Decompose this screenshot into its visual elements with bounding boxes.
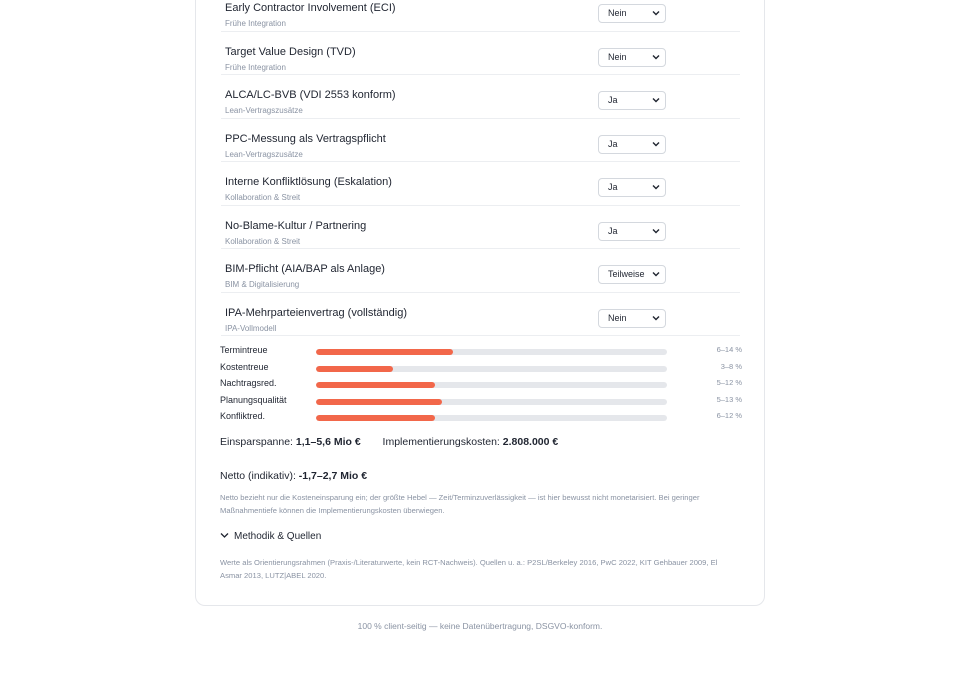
effect-bar-fill xyxy=(316,366,393,372)
measure-title: IPA-Mehrparteienvertrag (vollständig) xyxy=(225,306,407,319)
chevron-down-icon xyxy=(652,141,660,147)
measure-title: ALCA/LC-BVB (VDI 2553 konform) xyxy=(225,89,396,101)
measure-row xyxy=(221,249,740,293)
chevron-down-icon xyxy=(652,10,660,16)
netto-label: Netto (indikativ): xyxy=(220,470,296,482)
effect-bar-track xyxy=(316,382,667,388)
savings-value: 1,1–5,6 Mio € xyxy=(295,436,361,448)
savings-label: Einsparspanne: xyxy=(220,436,293,448)
chevron-down-icon xyxy=(652,184,660,190)
measure-title: Early Contractor Involvement (ECI) xyxy=(225,2,396,14)
effect-bar-row xyxy=(220,395,742,412)
effect-bar-label: Nachtragsred. xyxy=(220,378,277,388)
effect-bar-row xyxy=(220,345,742,362)
effect-bar-label: Konfliktred. xyxy=(220,411,266,421)
measure-title: PPC-Messung als Vertragspflicht xyxy=(225,132,386,145)
effect-bar-track xyxy=(316,366,667,372)
effect-bar-track xyxy=(316,349,667,355)
netto-note: Netto bezieht nur die Kosteneinsparung ein; der größte Hebel — Zeit/Terminzuverlässigkeit — ist hier bewusst nicht monetarisiert. Bei geringer Maßnahmentiefe können die Implementierungskosten überwiegen. xyxy=(220,493,700,515)
effect-bar-row xyxy=(220,411,742,428)
measure-select[interactable]: Ja xyxy=(598,222,666,241)
chevron-down-icon xyxy=(652,271,660,277)
effect-bar-label: Termintreue xyxy=(220,345,268,355)
measure-list xyxy=(221,0,740,336)
effect-bar-range: 5–13 % xyxy=(716,394,742,404)
measure-row xyxy=(221,206,740,250)
measure-title: BIM-Pflicht (AIA/BAP als Anlage) xyxy=(225,263,385,275)
effect-bar-fill xyxy=(316,415,435,421)
measure-select[interactable]: Teilweise xyxy=(598,265,666,284)
effect-bar-fill xyxy=(316,349,453,355)
methodik-label: Methodik & Quellen xyxy=(234,531,322,542)
calculator-card xyxy=(195,0,765,606)
measure-row xyxy=(221,162,740,206)
effect-bar-label: Kostentreue xyxy=(220,361,269,372)
effect-bar-fill xyxy=(316,382,435,388)
effect-bar-range: 3–8 % xyxy=(720,361,742,371)
methodik-toggle[interactable] xyxy=(220,531,321,542)
measure-category: Lean-Vertragszusätze xyxy=(225,149,303,159)
effect-bar-row xyxy=(220,378,742,395)
effect-bar-range: 6–14 % xyxy=(716,345,742,354)
measure-title: No-Blame-Kultur / Partnering xyxy=(225,219,367,232)
measure-select[interactable]: Ja xyxy=(598,178,666,197)
chevron-down-icon xyxy=(652,54,660,60)
chevron-down-icon xyxy=(652,228,660,234)
measure-select[interactable]: Nein xyxy=(598,4,666,23)
measure-select[interactable]: Ja xyxy=(598,91,666,110)
effect-bar-range: 6–12 % xyxy=(716,411,742,420)
measure-category: Kollaboration & Streit xyxy=(225,193,301,202)
effect-bar-row xyxy=(220,362,742,379)
measure-category: Kollaboration & Streit xyxy=(225,236,301,246)
netto-line xyxy=(220,470,367,482)
measure-select[interactable]: Ja xyxy=(598,135,666,154)
measure-title: Interne Konfliktlösung (Eskalation) xyxy=(225,176,392,188)
chevron-down-icon xyxy=(652,315,660,321)
effect-bar-range: 5–12 % xyxy=(716,378,742,387)
effect-bar-fill xyxy=(316,399,442,405)
methodik-sources: Werte als Orientierungsrahmen (Praxis-/Literaturwerte, kein RCT-Nachweis). Quellen u. a.: P2SL/Berkeley 2016, PwC 2022, KIT Gehbauer 2009, El Asmar 2013, LUTZ|ABEL 2020. xyxy=(220,558,718,580)
netto-value: -1,7–2,7 Mio € xyxy=(298,470,368,482)
measure-select[interactable]: Nein xyxy=(598,309,666,328)
impl-cost-value: 2.808.000 € xyxy=(502,436,559,448)
measure-category: Frühe Integration xyxy=(225,62,286,72)
chevron-down-icon xyxy=(652,97,660,103)
measure-category: Frühe Integration xyxy=(225,19,286,28)
effect-bar-label: Planungsqualität xyxy=(220,394,287,405)
impl-cost-label: Implementierungskosten: xyxy=(382,436,500,448)
measure-select[interactable]: Nein xyxy=(598,48,666,67)
measure-row xyxy=(221,0,740,32)
effect-bars xyxy=(220,345,742,428)
measure-title: Target Value Design (TVD) xyxy=(225,45,356,58)
measure-row xyxy=(221,293,740,337)
effect-bar-track xyxy=(316,415,667,421)
measure-category: Lean-Vertragszusätze xyxy=(225,106,303,115)
measure-row xyxy=(221,32,740,76)
chevron-down-icon xyxy=(220,532,229,539)
measure-category: BIM & Digitalisierung xyxy=(225,280,300,289)
privacy-footer: 100 % client-seitig — keine Datenübertragung, DSGVO-konform. xyxy=(357,621,603,631)
measure-category: IPA-Vollmodell xyxy=(225,323,277,333)
savings-line xyxy=(220,436,558,448)
measure-row xyxy=(221,75,740,119)
measure-row xyxy=(221,119,740,163)
effect-bar-track xyxy=(316,399,667,405)
